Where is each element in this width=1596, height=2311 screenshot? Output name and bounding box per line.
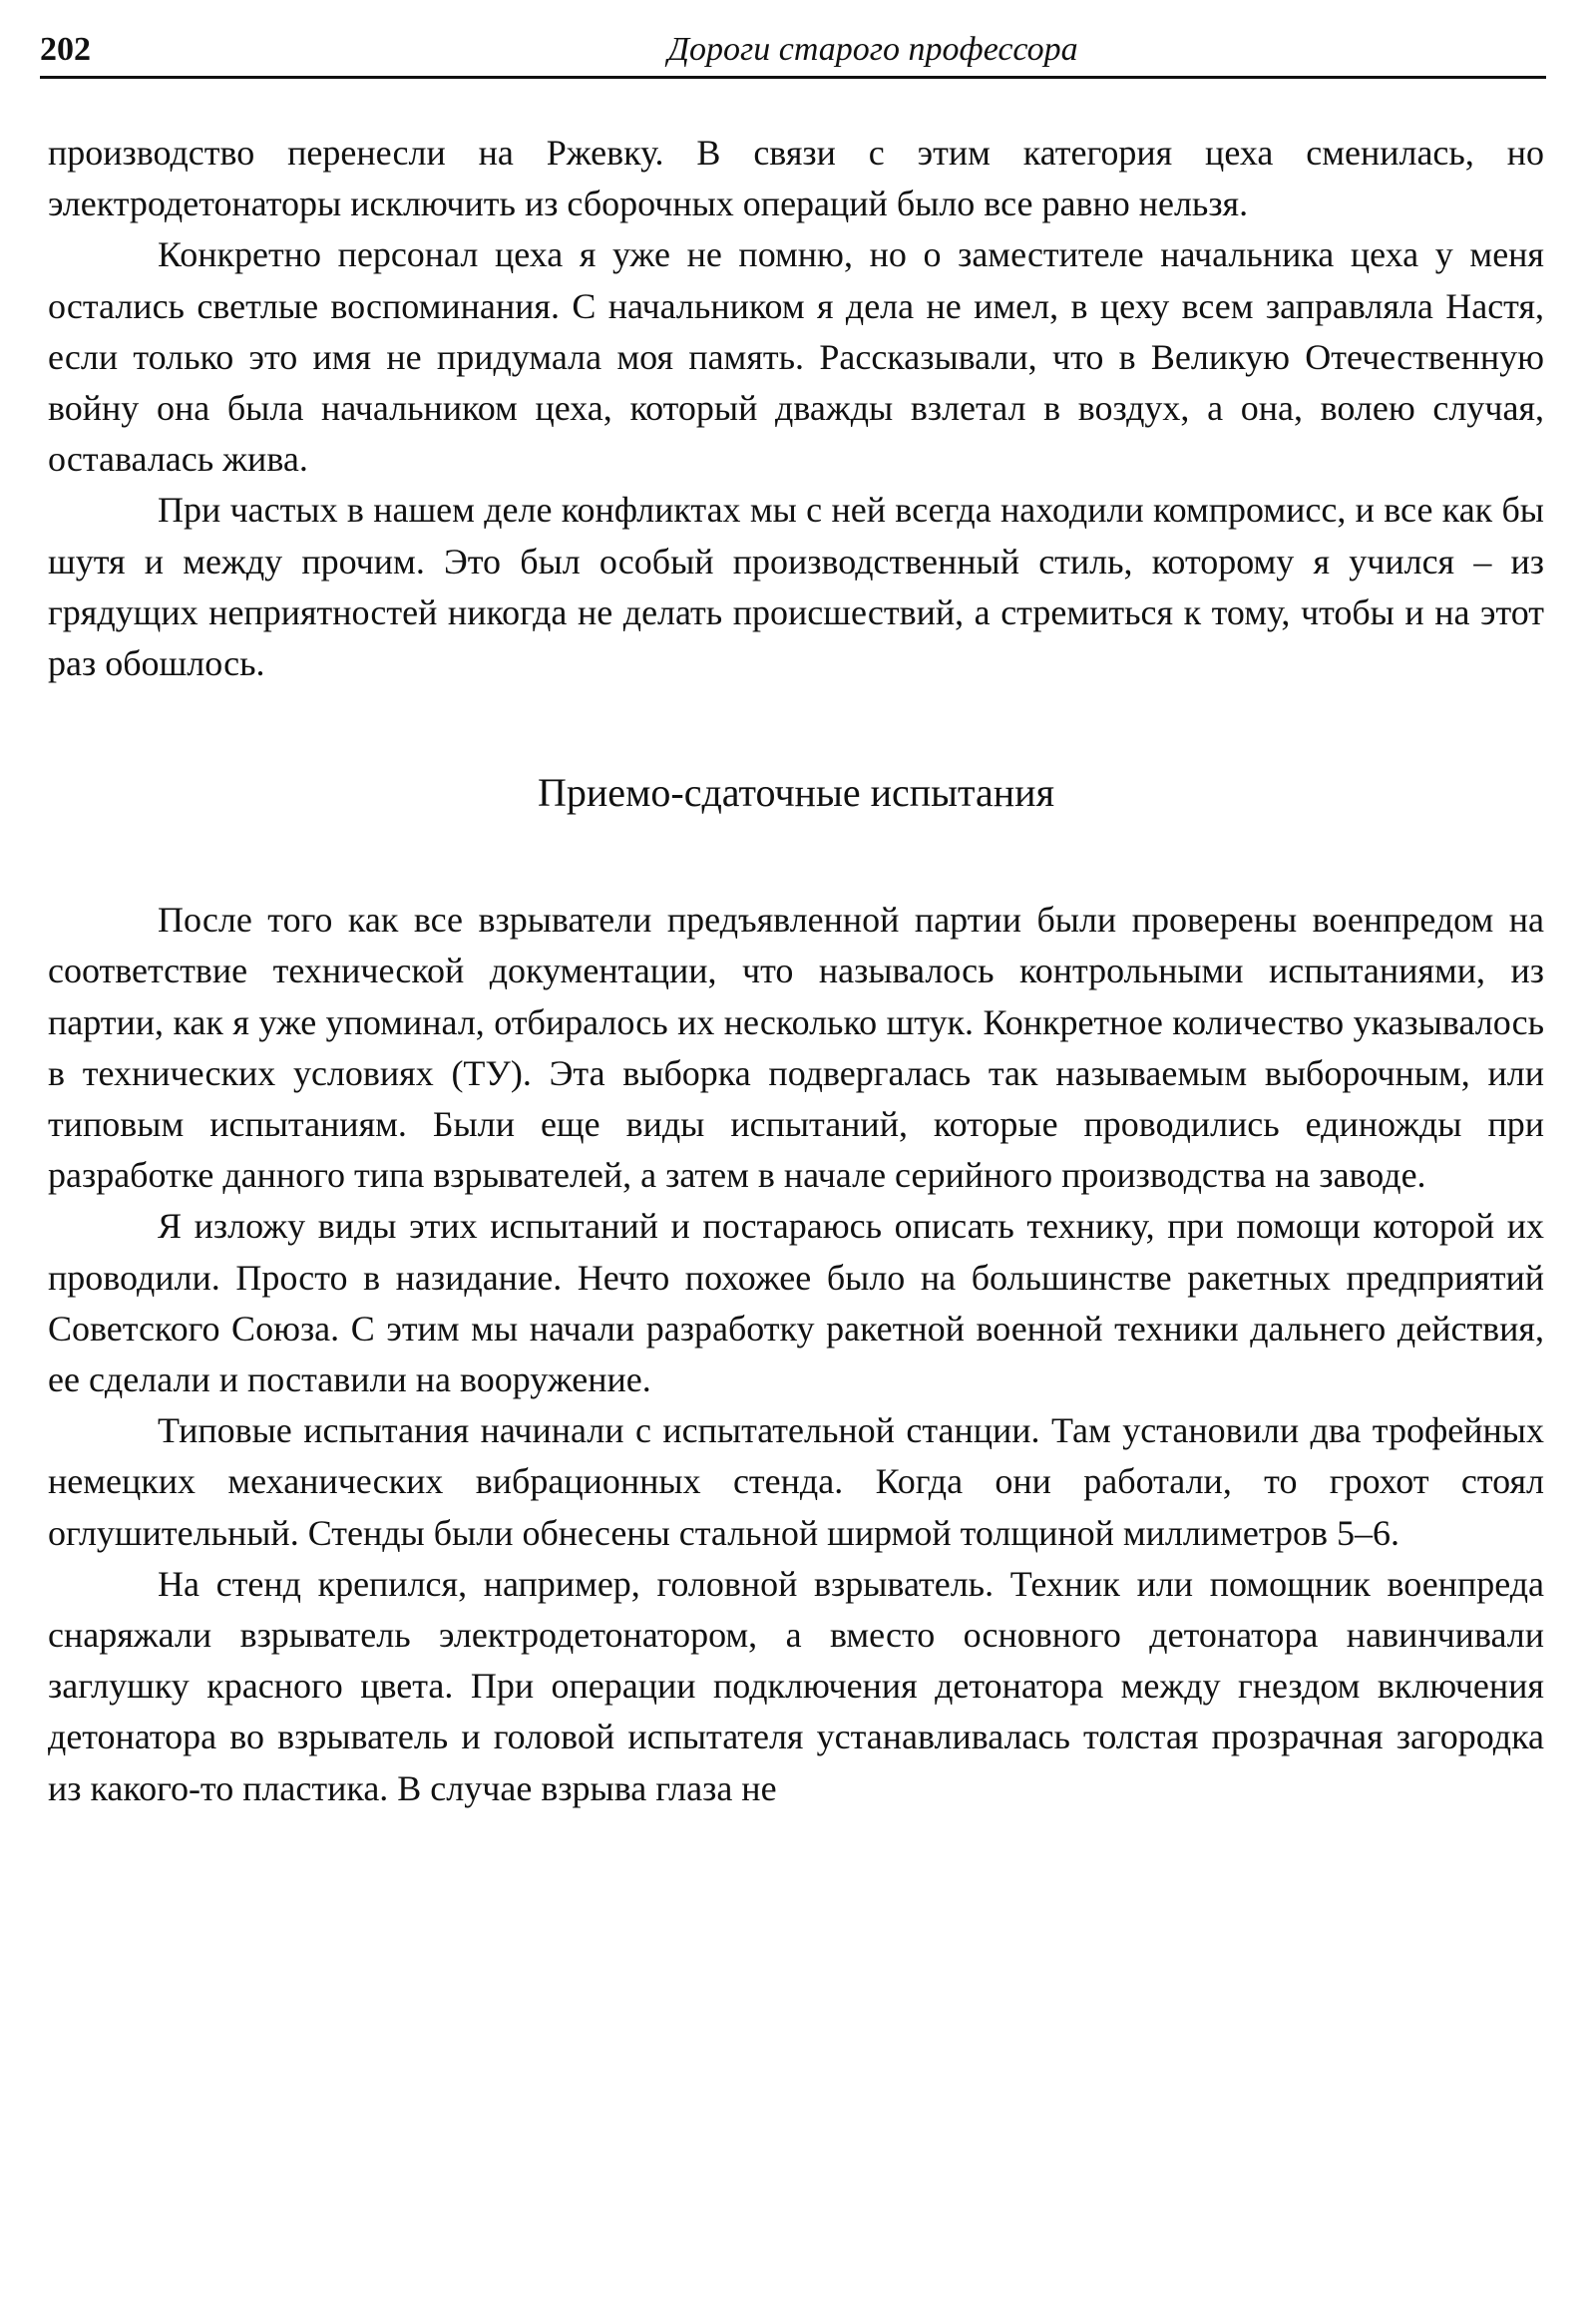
book-title: Дороги старого профессора [667, 31, 1078, 68]
page-number: 202 [40, 31, 91, 68]
running-header [40, 20, 1546, 76]
paragraph-continuation: производство перенесли на Ржевку. В связи с этим категория цеха сменилась, но электродетонаторы исключить из сборочных операций было все равно нельзя. [48, 133, 1544, 224]
paragraph-staff-memory: Конкретно персонал цеха я уже не помню, но о заместителе начальника цеха у меня остались светлые воспоминания. С начальником я дела не имел, в цеху всем заправляла Настя, если только это имя не придумала моя память. Рассказывали, что в Великую Отечественную войну она была начальником цеха, который дважды взлетал в воздух, а она, волею случая, оставалась жива. [48, 234, 1544, 480]
paragraph-fuse-mounting: На стенд крепился, например, головной взрыватель. Техник или помощник военпреда снаряжали взрыватель электродетонатором, а вместо основного детонатора навинчивали заглушку красного цвета. При операции подключения детонатора между гнездом включения детонатора во взрыватель и головой испытателя устанавливалась толстая прозрачная загородка из какого-то пластика. В случае взрыва глаза не [48, 1563, 1544, 1808]
paragraph-compromise: При частых в нашем деле конфликтах мы с ней всегда находили компромисс, и все как бы шутя и между прочим. Это был особый производственный стиль, которому я учился – из грядущих неприятностей никогда не делать происшествий, а стремиться к тому, чтобы и на этот раз обошлось. [48, 490, 1544, 684]
section-title: Приемо-сдаточные испытания [538, 770, 1054, 816]
paragraph-vibration-stands: Типовые испытания начинали с испытательной станции. Там установили два трофейных немецких механических вибрационных стенда. Когда они работали, то грохот стоял оглушительный. Стенды были обнесены стальной ширмой толщиной миллиметров 5–6. [48, 1410, 1544, 1553]
paragraph-acceptance-tests: После того как все взрыватели предъявленной партии были проверены военпредом на соответствие технической документации, что называлось контрольными испытаниями, из партии, как я уже упоминал, отбиралось их несколько штук. Конкретное количество указывалось в технических условиях (ТУ). Эта выборка подвергалась так называемым выборочным, или типовым испытаниям. Были еще виды испытаний, которые проводились единожды при разработке данного типа взрывателей, а затем в начале серийного производства на заводе. [48, 900, 1544, 1196]
page-text [48, 128, 1544, 1814]
header-rule [40, 76, 1546, 79]
paragraph-test-types: Я изложу виды этих испытаний и постараюсь описать технику, при помощи которой их проводили. Просто в назидание. Нечто похожее было на большинстве ракетных предприятий Советского Союза. С этим мы начали разработку ракетной военной техники дальнего действия, ее сделали и поставили на вооружение. [48, 1206, 1544, 1400]
